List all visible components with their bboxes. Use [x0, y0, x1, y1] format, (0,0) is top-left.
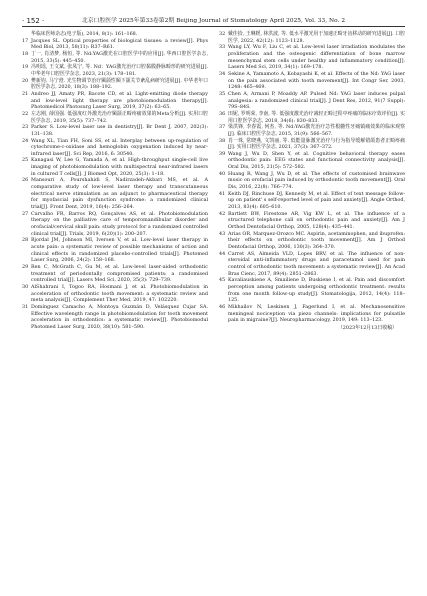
reference-number: 46 [219, 303, 226, 310]
reference-text: 丁一, 肖清梦, 杨恒, 等. Nd:YAG激光在口腔医学中的应用[J]. 华西口腔医学杂志, 2015, 33(5): 445–450. [31, 50, 208, 64]
reference-entry [22, 138, 208, 158]
reference-entry [22, 304, 208, 331]
reference-text: AlShahrani I, Togoo RA, Hosmani J, et al. Photobiomodulation in acceleration of orthodontic tooth movement: a systematic review and meta analysis[J]. Complement Ther Med, 2019, 47: 102220. [31, 283, 208, 304]
reference-number: 44 [219, 250, 226, 257]
reference-number: 40 [219, 170, 226, 177]
reference-entry [219, 31, 405, 44]
reference-text: Andreo JJ, Amaty PR, Bacote CD, et al. Light-emitting diode therapy and low-level light therapy are photobiomodulation therapy[J]. Photomedicol Photosurg Laser Surg, 2019, 37(2): 63–65. [31, 90, 208, 111]
reference-entry [219, 171, 405, 191]
right-reference-column [219, 31, 405, 589]
reference-entry [22, 284, 208, 304]
reference-number: 28 [22, 237, 29, 244]
reference-entry [219, 277, 405, 304]
reference-number: 19 [22, 64, 29, 71]
reference-entry [219, 251, 405, 278]
reference-entry [219, 111, 405, 124]
reference-number: 25 [22, 157, 29, 164]
reference-entry [219, 44, 405, 71]
reference-entry [219, 124, 405, 137]
reference-number: 29 [22, 263, 29, 270]
reference-number: 18 [22, 50, 29, 57]
reference-text: Wang XL, Tian FH, Soni SS, et al. Interplay between up-regulation of cytochrome-c-oxidase and hemoglobin oxygenation induced by near-infrared laser[J]. Sci Rep, 2016, 6: 30540. [31, 137, 208, 157]
reference-text: 华临床医师杂志(电子版), 2014, 8(1): 161–168. [31, 31, 138, 37]
page-number: · 152 · [22, 17, 45, 25]
reference-text: Bjordal JM, Johnson MI, Iversen V, et al. Low-level laser therapy in acute pain: a systematic review of possible mechanisms of action and clinical effects in randomized placebo-controlled trials[J]. Photomed Laser Surg, 2006, 24(2): 158–168. [31, 237, 208, 264]
reference-number: 31 [22, 303, 29, 310]
reference-number: 17 [22, 37, 29, 44]
reference-text: Arias OR, Marquez-Orozco MC. Aspirin, acetaminophen, and ibuprofen: their effects on orthodontic tooth movement[J]. Am J Orthod Dentofacial Orthop, 2006, 130(3): 364–370. [228, 230, 405, 250]
reference-text: Parker S. Low-level laser use in dentistry[J]. Br Dent J, 2007, 202(3): 131–138. [31, 124, 208, 137]
reference-number: 32 [219, 31, 226, 37]
reference-entry [22, 51, 208, 64]
reference-number: 43 [219, 230, 226, 237]
reference-text: 田妮, 罗明荣, 李南, 等. 低强度激光治疗减轻正畸过程中疼痛的临床疗效评价[J]. 实用口腔医学杂志, 2018, 34(6): 830–833. [228, 110, 405, 124]
reference-entry [219, 191, 405, 211]
reference-text: Bartlett BW, Firestone AR, Vig KW L, et al. The influence of a structured telephone call on orthodontic pain and anxiety[J]. Am J Orthod Dentofacial Orthop, 2005, 128(4): 435–441. [228, 210, 405, 231]
reference-entry [22, 124, 208, 137]
reference-entry [219, 91, 405, 111]
reference-entry [219, 211, 405, 231]
reference-text: 肖一珠, 常晓燕, 文凯丽, 等. 低能量脉激光治疗与行为指导缓解错颌患者正畸疼痛[J]. 实用口腔医学杂志, 2021, 37(3): 367–372. [228, 137, 405, 151]
reference-text: Mikhailov N, Leskinen J, Fagerlund I, et al. Mechanosensitive meningeal nociception via piezo channels: implications for pulsatile pain in migraine?[J]. Neuropharmacology, 2019, 149: 113–123. [228, 303, 405, 324]
reference-entry [22, 91, 208, 111]
reference-entry [22, 38, 208, 51]
reference-number: 37 [219, 124, 226, 131]
reference-text: Mansouri A, Pourshahidi S, Nadirzadeh-Akbari MS, et al. A comparative study of low-level laser therapy and transcutaneous electrical nerve stimulation as an adjunct to pharmaceutical therapy for myofascial pain dysfunction syndrome: a randomized clinical trial[J]. Front Dent, 2019, 16(4): 256–264. [31, 177, 208, 211]
reference-entry [22, 211, 208, 238]
reference-entry [22, 237, 208, 264]
reference-number: 42 [219, 210, 226, 217]
reference-text: Ren C, McGrath C, Gu M, et al. Low-level laser-aided orthodontic treatment of periodontally compromised patients: a randomised controlled trial[J]. Lasers Med Sci, 2020, 35(3): 729–739. [31, 263, 208, 284]
reference-text: Wang J, Wu D, Shen Y, et al. Cognitive behavioral therapy eases orthodontic pain: EEG states and functional connectivity analysis[J]. Oral Dis, 2015, 21(5): 572–582. [228, 150, 405, 171]
reference-text: Kanagasi W, Lee G, Yamada A, et al. High-throughput single-cell live imaging of photobiomodulation with multispectral near-infrared lasers in cultured T cells[J]. J Biomed Opt, 2020, 25(3): 1–18. [31, 157, 208, 177]
reference-entry [22, 31, 208, 38]
reference-text: 冯明瑶, 王文斌, 张凤宁, 等. Nd：YAG激光治疗口腔黏膜静脉畸形的研究进展[J]. 中华老年口腔医学杂志, 2023, 21(3): 178–181. [31, 64, 208, 77]
reference-text: Jacques SL. Optical properties of biological tissues: a review[J]. Phys Med Biol, 2013, 58(11): R37–R61. [31, 37, 208, 51]
reference-number: 34 [219, 70, 226, 77]
reference-number: 38 [219, 137, 226, 144]
running-header [22, 14, 405, 27]
reference-entry [22, 111, 208, 124]
reference-text: 梁洪锋, 李春霞, 何杰, 等. Nd:YAG激光治疗急性根髓性牙痛镇痛效果的临床观察[J]. 临床口腔医学杂志, 2015, 31(9): 566–567. [228, 124, 405, 137]
reference-text: Carvalho FR, Barros RQ, Gonçalves AS, et al. Photobiomodulation therapy on the palliative care of temporomandibular disorder and orofacial/cervical skull pain: study protocol for a randomized controlled clinical trial[J]. Trials, 2019, 6(20)(1): 200–207. [31, 210, 208, 237]
reference-entry [219, 151, 405, 171]
reference-entry [219, 71, 405, 91]
reference-number: 30 [22, 283, 29, 290]
reference-text: Keith DJ, Rinchuse DJ, Kennedy M, et al. Effect of text message follow-up on patient' s self-reported level of pain and anxiety[J]. Angle Orthod, 2013, 83(4): 605–610. [228, 190, 405, 211]
reference-text: Kavaliauskiene A, Smailiene D, Buskiene I, et al. Pain and discomfort perception among patients undergoing orthodontic treatment: results from one month follow-up study[J]. Stomatologija, 2012, 14(4): 118–125. [228, 277, 405, 304]
reference-entry [219, 304, 405, 324]
reference-entry [22, 78, 208, 91]
reference-number: 39 [219, 150, 226, 157]
reference-entry [219, 231, 405, 251]
reference-entry [22, 64, 208, 77]
reference-number: 21 [22, 90, 29, 97]
reference-text: 戴佳拾, 王琳媛, 林洪波, 等. 低水平激光用于加速正畸牙齿移动的研究进展[J]. 口腔医学, 2022, 42(12): 1123–1128. [228, 31, 405, 44]
reference-text: Wang LY, Wu F, Liu C, et al. Low-level laser irradiation modulates the proliferation and the osteogenic differentiation of bone marrow mesenchymal stem cells under healthy and inflammatory condition[J]. Lasers Med Sci, 2019, 34(1): 169–178. [228, 44, 405, 71]
reference-number: 20 [22, 77, 29, 84]
reference-number: 41 [219, 190, 226, 197]
reference-text: Chen A, Armani P, Moaddy AP. Pulsed Nd: YAG laser induces pulpal analgesia: a randomized clinical trial[J]. J Dent Res, 2012, 91(7 Suppl): 79S–84S. [228, 90, 405, 111]
reference-entry [22, 177, 208, 210]
reference-number: 45 [219, 277, 226, 284]
reference-columns [22, 31, 405, 589]
reference-text: Sekine A, Yamamoto A, Kobayashi K, et al. Effects of the Nd: YAG laser on the pain associated with tooth movement[J]. Int Congr Ser, 2003, 1248: 465–469. [228, 70, 405, 91]
reference-number: 24 [22, 137, 29, 144]
received-date: （2023年12月13日收稿） [337, 324, 397, 331]
reference-number: 35 [219, 90, 226, 97]
reference-number: 36 [219, 110, 226, 117]
reference-number: 23 [22, 124, 29, 131]
reference-text: Carret AS, Almeida VLD, Lopes BRV, et al. The influence of non-steroidal anti-inflammatory drugs and paracetamol used for pain control of orthodontic tooth movement: a systematic review[J]. An Acad Bras Cienc, 2017, 89(4): 2851–2863. [228, 250, 405, 277]
reference-text: Domínguez Camacho A, Montoya Guzmán D, Velásquez Cujar SA. Effective wavelength range in photobiomodulation for tooth movement acceleration in orthodontics: a systematic review[J]. Photobiomodul Photomed Laser Surg, 2020, 38(10): 581–590. [31, 303, 208, 330]
reference-entry [22, 157, 208, 177]
reference-entry [219, 138, 405, 151]
reference-text: 左志刚, 薛国强. 低强度红外激光治疗颞颌正畸疼痛效果的Meta分析[J]. 实用口腔医学杂志, 2019, 35(5): 737–742. [31, 110, 208, 124]
reference-number: 27 [22, 210, 29, 217]
reference-number: 33 [219, 44, 226, 51]
reference-text: 樊新钧, 马宁澄. 光生物调节治疗颞颌性颞下颌关节紊乱病研究进展[J]. 中华老年口腔医学杂志, 2020, 18(3): 188–192. [31, 77, 208, 91]
reference-number: 22 [22, 110, 29, 117]
reference-entry [22, 264, 208, 284]
reference-text: Huang R, Wang J, Wu D, et al. The effects of customised brainwave music on orofacial pain induced by orthodontic tooth movement[J]. Oral Dis, 2016, 22(8): 766–774. [228, 170, 405, 191]
running-title: 北京口腔医学 2025年第33卷第2期 Beijing Journal of Stomatology April 2025, Vol. 33, No. 2 [81, 18, 346, 24]
left-reference-column [22, 31, 208, 589]
reference-number: 26 [22, 177, 29, 184]
